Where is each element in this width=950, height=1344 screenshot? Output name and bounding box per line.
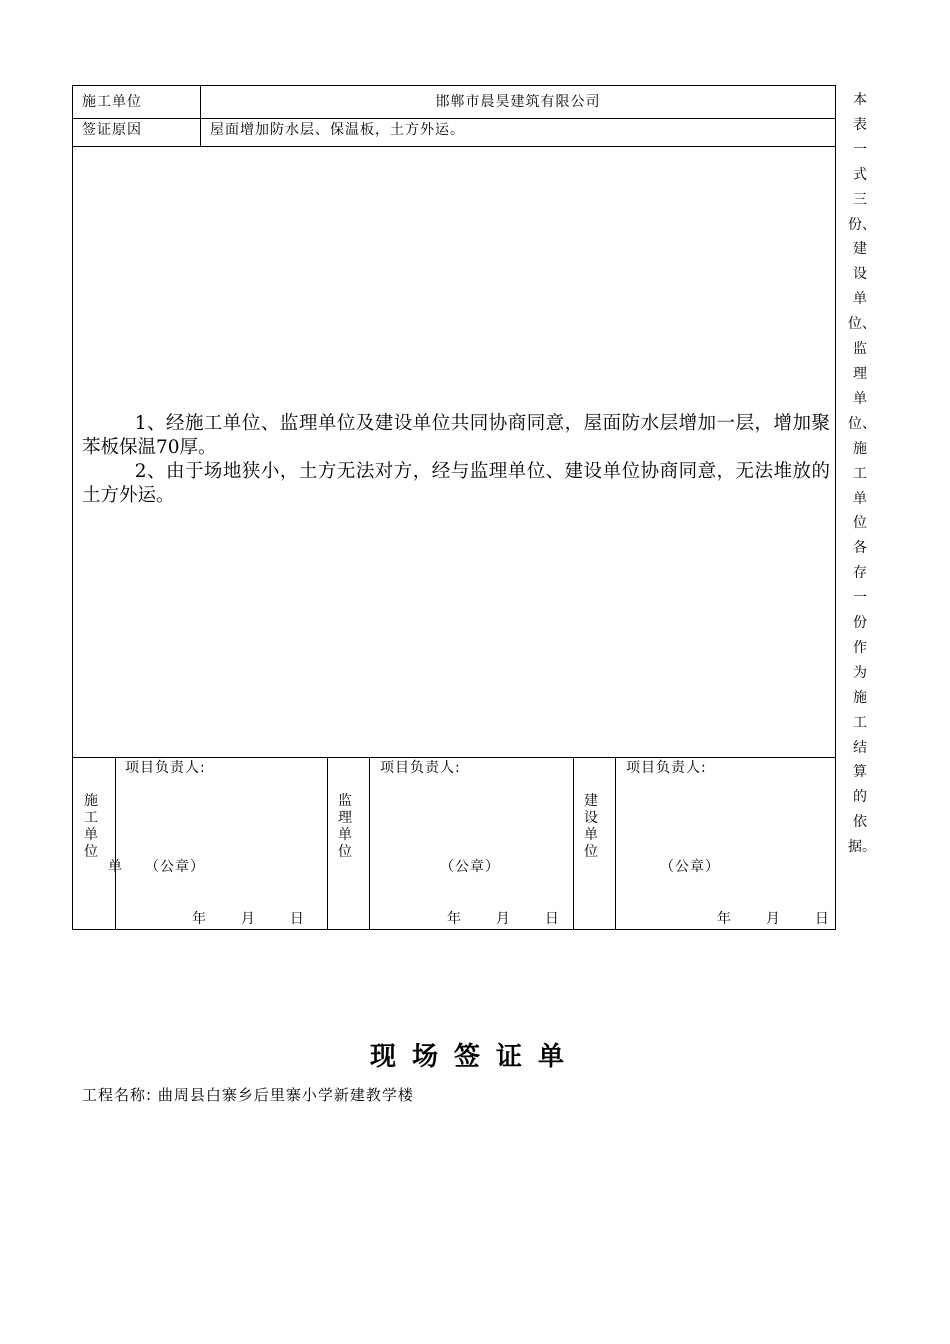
label-char: 工 bbox=[84, 810, 98, 826]
side-note-char: 施 bbox=[853, 689, 867, 706]
visa-content bbox=[82, 412, 830, 508]
side-note-char: 三 bbox=[853, 191, 867, 208]
contractor-value: 邯郸市晨昊建筑有限公司 bbox=[435, 94, 601, 110]
side-note-char: 位 bbox=[853, 515, 867, 532]
side-note-char: 设 bbox=[853, 266, 867, 283]
side-note-char: 本 bbox=[853, 92, 867, 108]
label-char: 单 bbox=[584, 827, 598, 843]
label-char: 施 bbox=[84, 793, 98, 809]
side-note-char: 理 bbox=[853, 365, 867, 382]
date-day: 日 bbox=[289, 911, 304, 927]
side-note-char: 为 bbox=[853, 664, 867, 681]
label-char: 位 bbox=[584, 844, 598, 860]
label-char: 位 bbox=[338, 844, 352, 860]
date-supervisor bbox=[447, 908, 559, 928]
manager-label-supervisor: 项目负责人: bbox=[380, 760, 461, 776]
label-char: 单 bbox=[84, 827, 98, 843]
side-note-char: 一 bbox=[853, 590, 867, 607]
date-month: 月 bbox=[765, 911, 780, 927]
page-title: 现场签证单 bbox=[369, 1042, 580, 1072]
date-day: 日 bbox=[544, 911, 559, 927]
side-note bbox=[848, 88, 876, 860]
date-month: 月 bbox=[240, 911, 255, 927]
date-month: 月 bbox=[495, 911, 510, 927]
side-note-char: 单 bbox=[853, 291, 867, 308]
side-note-char: 结 bbox=[853, 739, 867, 756]
side-note-char: 作 bbox=[853, 639, 867, 656]
date-contractor bbox=[192, 908, 304, 928]
sign-label-supervisor bbox=[336, 793, 354, 861]
side-note-char: 工 bbox=[853, 714, 867, 731]
side-note-char: 各 bbox=[853, 540, 867, 557]
content-paragraph-1: 1、经施工单位、监理单位及建设单位共同协商同意，屋面防水层增加一层，增加聚苯板保温70厚。 bbox=[82, 413, 830, 458]
side-note-char: 份、 bbox=[848, 216, 876, 233]
date-owner bbox=[717, 908, 829, 928]
side-note-char: 份 bbox=[853, 615, 867, 632]
date-year: 年 bbox=[717, 911, 731, 927]
side-note-char: 据。 bbox=[848, 839, 876, 856]
manager-label-contractor: 项目负责人: bbox=[125, 760, 206, 776]
label-char: 理 bbox=[338, 810, 352, 826]
project-name: 工程名称: 曲周县白寨乡后里寨小学新建教学楼 bbox=[82, 1086, 414, 1104]
side-note-char: 位、 bbox=[848, 415, 876, 432]
sign-label-contractor bbox=[82, 793, 100, 861]
label-char: 设 bbox=[584, 810, 598, 826]
side-note-char: 单 bbox=[853, 490, 867, 507]
label-char: 单 bbox=[338, 827, 352, 843]
side-note-char: 一 bbox=[853, 141, 867, 158]
side-note-char: 施 bbox=[853, 440, 867, 457]
date-year: 年 bbox=[192, 911, 206, 927]
side-note-char: 工 bbox=[853, 465, 867, 482]
side-note-char: 算 bbox=[853, 764, 867, 781]
side-note-char: 表 bbox=[853, 116, 867, 133]
side-note-char: 式 bbox=[853, 166, 867, 183]
side-note-char: 依 bbox=[853, 814, 867, 831]
contractor-label: 施工单位 bbox=[82, 94, 142, 110]
date-year: 年 bbox=[447, 911, 461, 927]
label-char: 建 bbox=[584, 793, 598, 809]
seal-owner: （公章） bbox=[660, 859, 720, 875]
side-note-char: 存 bbox=[853, 565, 867, 582]
side-note-char: 单 bbox=[853, 390, 867, 407]
reason-label: 签证原因 bbox=[82, 122, 142, 138]
seal-supervisor: （公章） bbox=[440, 859, 500, 875]
reason-value: 屋面增加防水层、保温板，土方外运。 bbox=[210, 122, 465, 138]
content-paragraph-2: 2、由于场地狭小，土方无法对方，经与监理单位、建设单位协商同意，无法堆放的土方外运。 bbox=[82, 461, 830, 506]
contractor-extra-char: 单 bbox=[108, 859, 123, 875]
seal-contractor: （公章） bbox=[145, 859, 205, 875]
side-note-char: 的 bbox=[853, 789, 867, 806]
label-char: 位 bbox=[84, 844, 98, 860]
side-note-char: 监 bbox=[853, 341, 867, 358]
manager-label-owner: 项目负责人: bbox=[626, 760, 707, 776]
label-char: 监 bbox=[338, 793, 352, 809]
sign-label-owner bbox=[582, 793, 600, 861]
date-day: 日 bbox=[814, 911, 829, 927]
side-note-char: 位、 bbox=[848, 316, 876, 333]
side-note-char: 建 bbox=[853, 241, 867, 258]
